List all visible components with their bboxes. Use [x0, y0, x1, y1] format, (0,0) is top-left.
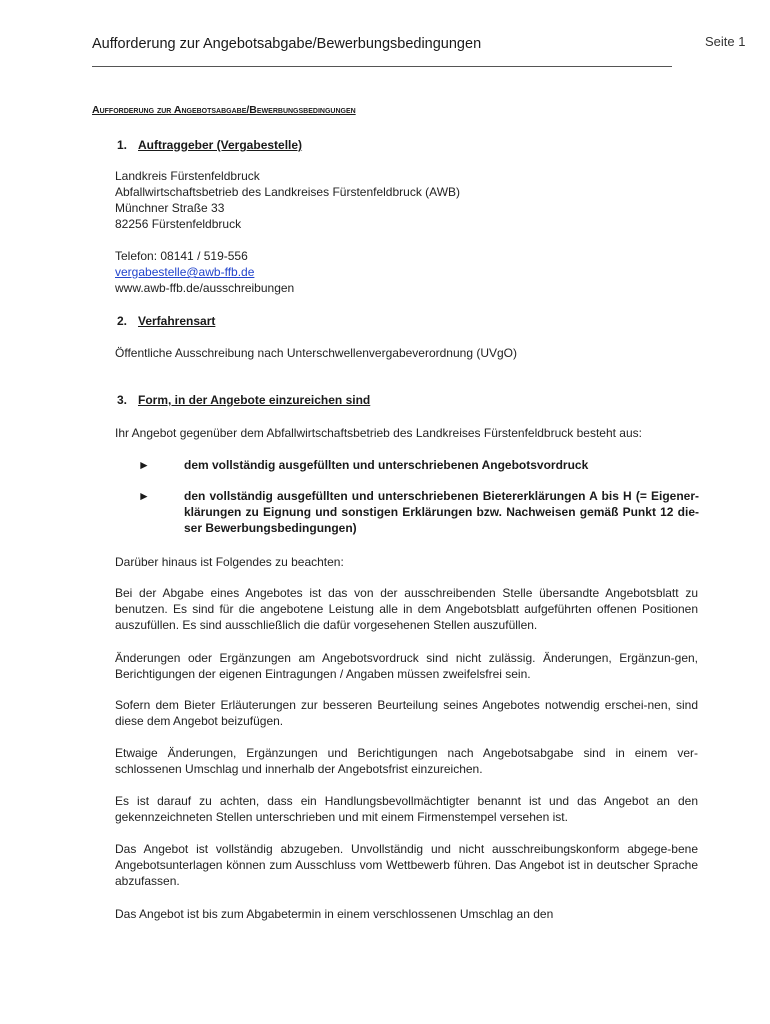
bullet-arrow-icon: ► [138, 489, 150, 503]
bullet-text: den vollständig ausgefüllten und unterschriebenen Bietererklärungen A bis H (= Eigener-klärungen zu Eignung und sonstigen Erklärungen bzw. Nachweisen gemäß Punkt 12 die-ser Bewerbungsbedingungen) [184, 489, 699, 535]
section-1-heading [117, 138, 302, 152]
address-block [115, 168, 700, 232]
section-3-title: Form, in der Angebote einzureichen sind [138, 393, 371, 407]
contact-block [115, 248, 700, 296]
body-paragraph: Es ist darauf zu achten, dass ein Handlungsbevollmächtigter benannt ist und das Angebot an den gekennzeichneten Stellen unterschrieben und mit einem Firmenstempel versehen ist. [115, 794, 698, 824]
bullet-arrow-icon: ► [138, 458, 150, 472]
address-line: Münchner Straße 33 [115, 201, 225, 215]
document-title: Aufforderung zur Angebotsabgabe/Bewerbungsbedingungen [92, 104, 356, 116]
address-line: 82256 Fürstenfeldbruck [115, 217, 242, 231]
page-header-title: Aufforderung zur Angebotsabgabe/Bewerbungsbedingungen [92, 36, 482, 52]
section-1-title: Auftraggeber (Vergabestelle) [138, 138, 303, 152]
body-paragraph: Etwaige Änderungen, Ergänzungen und Berichtigungen nach Angebotsabgabe sind in einem ver-schlossenen Umschlag und innerhalb der Angebotsfrist einzureichen. [115, 746, 698, 776]
bullet-text: dem vollständig ausgefüllten und unterschriebenen Angebotsvordruck [184, 458, 589, 472]
procedure-text: Öffentliche Ausschreibung nach Unterschwellenvergabeverordnung (UVgO) [115, 346, 518, 360]
section-2-heading [117, 314, 215, 328]
section-2-number: 2. [117, 314, 128, 328]
section-3-intro: Ihr Angebot gegenüber dem Abfallwirtschaftsbetrieb des Landkreises Fürstenfeldbruck besteht aus: [115, 426, 642, 440]
body-paragraph: Änderungen oder Ergänzungen am Angebotsvordruck sind nicht zulässig. Änderungen, Ergänzun-gen, Berichtigungen der eigenen Eintragungen / Angaben müssen zweifelsfrei sein. [115, 651, 698, 681]
body-paragraph: Sofern dem Bieter Erläuterungen zur besseren Beurteilung seines Angebotes notwendig erschei-nen, sind diese dem Angebot beizufügen. [115, 698, 698, 728]
header-divider [92, 66, 672, 67]
section-2-title: Verfahrensart [138, 314, 216, 328]
email-link[interactable]: vergabestelle@awb-ffb.de [115, 265, 255, 279]
address-line: Abfallwirtschaftsbetrieb des Landkreises Fürstenfeldbruck (AWB) [115, 185, 461, 199]
page-number: Seite 1 [705, 34, 746, 49]
body-paragraph: Bei der Abgabe eines Angebotes ist das von der ausschreibenden Stelle übersandte Angebotsblatt zu benutzen. Es sind für die angebotene Leistung alle in dem Angebotsblatt aufgeführten offenen Positionen auszufüllen. Es sind ausschließlich die dafür vorgesehenen Stellen auszufüllen. [115, 586, 698, 632]
section-1-number: 1. [117, 138, 128, 152]
note-text: Darüber hinaus ist Folgendes zu beachten: [115, 555, 344, 569]
phone-text: Telefon: 08141 / 519-556 [115, 249, 248, 263]
body-paragraph: Das Angebot ist vollständig abzugeben. Unvollständig und nicht ausschreibungskonform abgege-bene Angebotsunterlagen können zum Ausschluss vom Wettbewerb führen. Das Angebot ist in deutscher Sprache abzufassen. [115, 842, 698, 888]
body-paragraph: Das Angebot ist bis zum Abgabetermin in einem verschlossenen Umschlag an den [115, 907, 554, 921]
address-line: Landkreis Fürstenfeldbruck [115, 169, 260, 183]
website-text: www.awb-ffb.de/ausschreibungen [115, 281, 295, 295]
section-3-number: 3. [117, 393, 128, 407]
section-3-heading [117, 393, 370, 407]
